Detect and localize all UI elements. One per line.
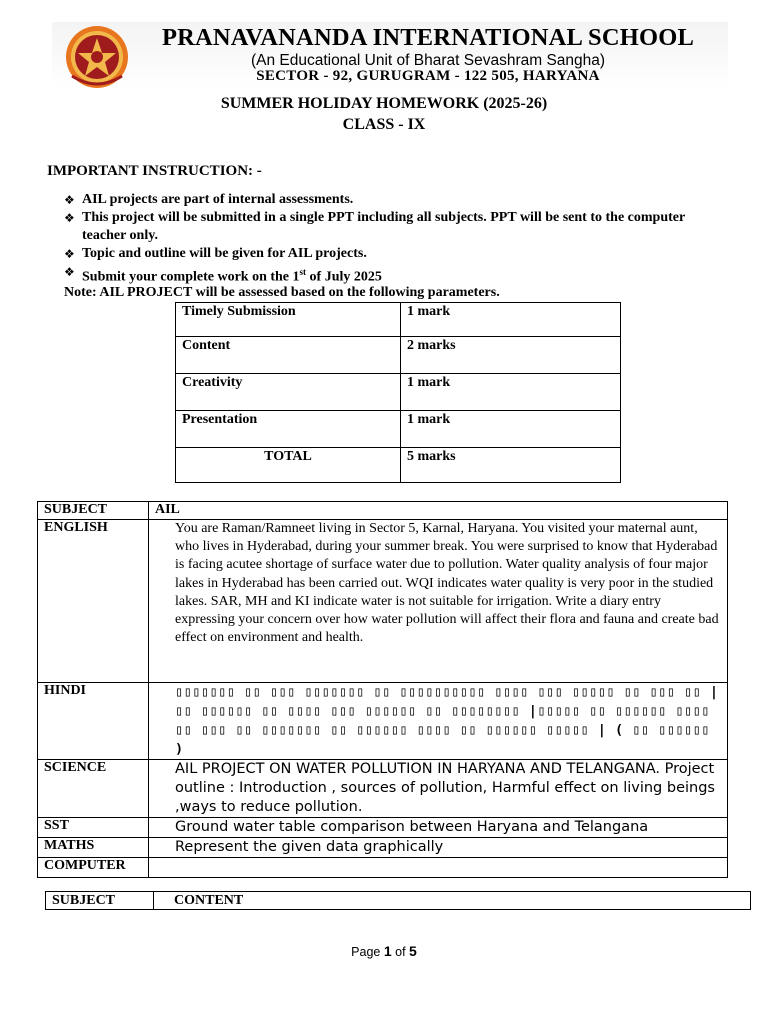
table-row [176, 337, 621, 374]
subject-cell: COMPUTER [38, 858, 149, 878]
marks-table [175, 302, 621, 483]
school-emblem-icon [64, 24, 130, 90]
subject-cell: SCIENCE [38, 760, 149, 818]
instruction-item: ❖ This project will be submitted in a single PPT including all subjects. PPT will be sent to the computer teacher only. [64, 210, 685, 243]
content-table [45, 891, 751, 910]
table-row [176, 374, 621, 411]
class-title: CLASS - IX [342, 116, 426, 133]
sst-task: Ground water table comparison between Haryana and Telangana [175, 819, 649, 835]
school-affiliation: (An Educational Unit of Bharat Sevashram Sangha) [250, 52, 606, 69]
total-pages: 5 [409, 943, 417, 959]
table-row [176, 411, 621, 448]
table-row [176, 448, 621, 483]
subject-table [37, 501, 728, 878]
school-address: SECTOR - 92, GURUGRAM - 122 505, HARYANA [256, 68, 600, 84]
subject-header-cell: SUBJECT [38, 502, 149, 520]
parameter-cell: Presentation [176, 411, 401, 448]
instructions-list [64, 191, 704, 287]
parameter-cell: Creativity [176, 374, 401, 411]
hindi-task: ▯▯▯▯▯▯▯ ▯▯ ▯▯▯ ▯▯▯▯▯▯▯ ▯▯ ▯▯▯▯▯▯▯▯▯▯ ▯▯▯▯ ▯▯▯ ▯▯▯▯▯ ▯▯ ▯▯▯ ▯▯ | ▯▯ ▯▯▯▯▯▯ ▯▯ ▯▯▯▯ ▯▯▯ ▯▯▯▯▯▯ ▯▯ ▯▯▯▯▯▯▯▯ |▯▯▯▯▯ ▯▯ ▯▯▯▯▯▯ ▯▯▯▯ ▯▯ ▯▯▯ ▯▯ ▯▯▯▯▯▯▯ ▯▯ ▯▯▯▯▯▯ ▯▯▯▯ ▯▯ ▯▯▯▯▯▯ ▯▯▯▯▯ | ( ▯▯ ▯▯▯▯▯▯ ) [175, 684, 719, 757]
parameter-cell: Timely Submission [176, 303, 401, 337]
instruction-item: ❖ Submit your complete work on the 1st of July 2025 [64, 265, 382, 285]
page-word: Page [351, 945, 381, 959]
maths-task: Represent the given data graphically [175, 839, 444, 855]
detail-cell [149, 818, 728, 838]
total-label-cell: TOTAL [176, 448, 401, 483]
subject-cell: MATHS [38, 838, 149, 858]
diamond-bullet-icon: ❖ [64, 193, 75, 207]
school-name: PRANAVANANDA INTERNATIONAL SCHOOL [161, 24, 695, 51]
of-word: of [395, 945, 406, 959]
marks-cell: 1 mark [401, 303, 621, 337]
detail-cell [149, 520, 728, 683]
detail-cell [149, 683, 728, 760]
marks-cell: 1 mark [401, 374, 621, 411]
school-header [52, 22, 728, 90]
table-row [38, 818, 728, 838]
table-header-row [46, 892, 751, 910]
table-row [38, 858, 728, 878]
subject-cell: SST [38, 818, 149, 838]
instruction-item: ❖ AIL projects are part of internal assessments. [64, 192, 354, 207]
page-footer [0, 943, 768, 959]
science-task: AIL PROJECT ON WATER POLLUTION IN HARYANA AND TELANGANA. Project outline : Introduction , sources of pollution, Harmful effect on living beings ,ways to reduce pollution. [175, 761, 715, 815]
content-header-cell: CONTENT [154, 892, 751, 910]
parameter-cell: Content [176, 337, 401, 374]
detail-cell [149, 858, 728, 878]
assessment-note: Note: AIL PROJECT will be assessed based on the following parameters. [64, 285, 500, 300]
marks-cell: 2 marks [401, 337, 621, 374]
diamond-bullet-icon: ❖ [64, 265, 75, 279]
instruction-item: ❖ Topic and outline will be given for AIL projects. [64, 246, 367, 261]
marks-cell: 1 mark [401, 411, 621, 448]
detail-cell [149, 838, 728, 858]
table-row [176, 303, 621, 337]
detail-cell [149, 760, 728, 818]
subject-header-cell: SUBJECT [46, 892, 154, 910]
diamond-bullet-icon: ❖ [64, 211, 75, 225]
diamond-bullet-icon: ❖ [64, 247, 75, 261]
table-header-row [38, 502, 728, 520]
current-page: 1 [383, 943, 392, 959]
table-row [38, 520, 728, 683]
table-row [38, 760, 728, 818]
total-marks-cell: 5 marks [401, 448, 621, 483]
table-row [38, 838, 728, 858]
detail-header-cell: AIL [149, 502, 728, 520]
subject-cell: HINDI [38, 683, 149, 760]
table-row [38, 683, 728, 760]
instructions-heading: IMPORTANT INSTRUCTION: - [47, 163, 262, 179]
subject-cell: ENGLISH [38, 520, 149, 683]
homework-title: SUMMER HOLIDAY HOMEWORK (2025-26) [220, 95, 548, 112]
english-task: You are Raman/Ramneet living in Sector 5, Karnal, Haryana. You visited your maternal aunt, who lives in Hyderabad, during your summer break. You were surprised to know that Hyderabad is facing acutee shortage of surface water due to pollution. Water quality analysis of four major lakes in Hyderabad has been carried out. WQI indicates water quality is very poor in the studied lakes. SAR, MH and KI indicate water is not suitable for irrigation. Write a diary entry expressing your concern over how water pollution will affect their flora and fauna and create bad effect on environment and health. [175, 521, 719, 646]
